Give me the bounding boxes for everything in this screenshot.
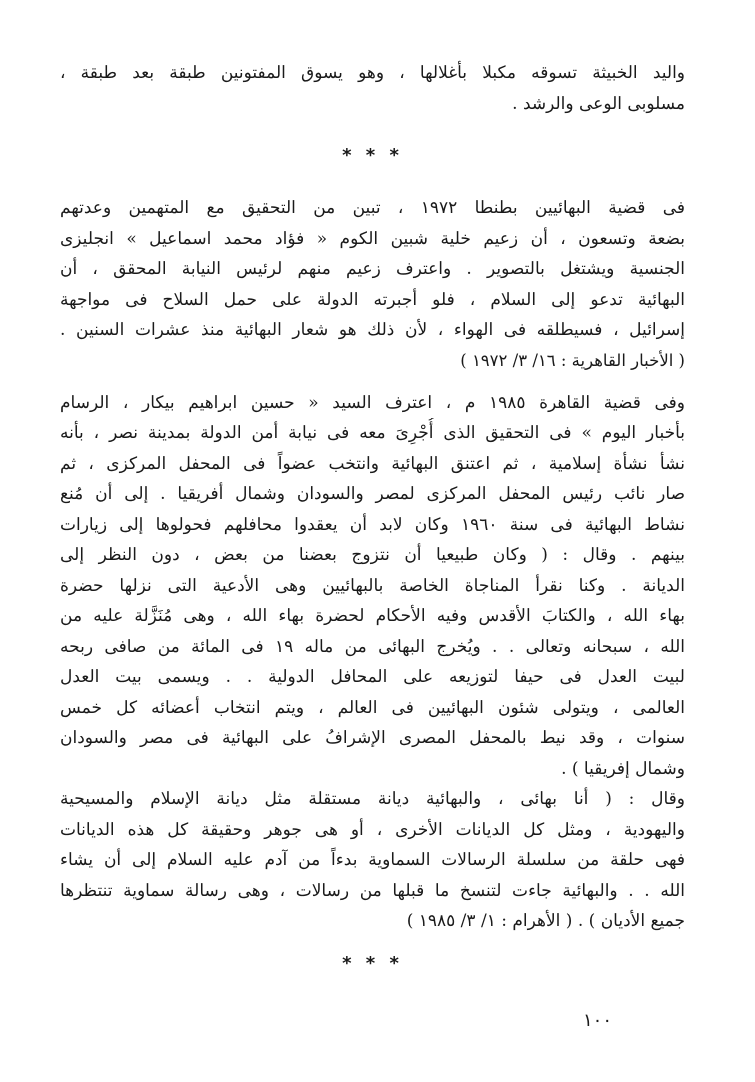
- paragraph-cairo-case: [60, 388, 685, 785]
- text-line: فى قضية البهائيين بطنطا ١٩٧٢ ، تبين من التحقيق مع المتهمين وعدتهم: [60, 198, 685, 218]
- source-citation: ( الأخبار القاهرية : ١٦/ ٣/ ١٩٧٢ ): [460, 350, 685, 370]
- text-line-with-citation: [60, 906, 685, 937]
- text-line: نشاط البهائية فى سنة ١٩٦٠ وكان لابد أن يعقدوا محافلهم فحولوها إلى زيارات: [60, 514, 685, 535]
- text-line: بينهم . وقال : ( وكان طبيعيا أن نتزوج بعضنا من بعض ، دون النظر إلى: [60, 545, 685, 565]
- book-page: [60, 58, 685, 1058]
- text-line: واليد الخبيثة تسوقه مكبلا بأغلالها ، وهو يسوق المفتونين طبقة بعد طبقة ،: [60, 63, 685, 83]
- text-line: وشمال إفريقيا ) .: [561, 758, 685, 779]
- source-citation: ( الأهرام : ١/ ٣/ ١٩٨٥ ): [406, 911, 573, 931]
- text-line: لبيت العدل فى حيفا لتوزيعه على المحافل الدولية . . ويسمى بيت العدل: [60, 667, 685, 687]
- text-line: سنوات ، وقد نيط بالمحفل المصرى الإشرافُ على البهائية فى مصر والسودان: [60, 728, 685, 748]
- text-line: صار نائب رئيس المحفل المركزى لمصر والسودان وشمال أفريقيا . إلى أن مُنع: [60, 484, 685, 504]
- text-line: بأخبار اليوم » فى التحقيق الذى أُجْرِىَ معه فى نيابة أمن الدولة بمدينة نصر ، بأنه: [60, 423, 685, 443]
- text-line: بهاء الله ، والكتابَ الأقدس وفيه الأحكام لحضرة بهاء الله ، وهى مُنَزَّلة عليه من: [60, 606, 685, 626]
- paragraph-tanta-case: [60, 193, 685, 376]
- text-line: مسلوبى الوعى والرشد .: [512, 93, 685, 114]
- text-line: العالمى ، ويتولى شئون البهائيين فى العالم ، ويتم انتخاب أعضائه كل خمس: [60, 697, 685, 718]
- paragraph-intro: [60, 58, 685, 119]
- text-line: الله . . والبهائية جاءت لتنسخ ما قبلها من رسالات ، وهى رسالة سماوية تنتظرها: [60, 880, 685, 901]
- text-line: وفى قضية القاهرة ١٩٨٥ م ، اعترف السيد « حسين ابراهيم بيكار ، الرسام: [60, 392, 685, 413]
- text-line: بضعة وتسعون ، أن زعيم خلية شبين الكوم « فؤاد محمد اسماعيل » انجليزى: [60, 228, 685, 249]
- text-line: فهى حلقة من سلسلة الرسالات السماوية بدءاً من آدم عليه السلام إلى أن يشاء: [60, 850, 685, 870]
- page-number: ١٠٠: [583, 1010, 613, 1031]
- text-line: نشأ نشأة إسلامية ، ثم اعتنق البهائية وانتخب عضواً فى المحفل المركزى ، ثم: [60, 453, 685, 474]
- text-line: وقال : ( أنا بهائى ، والبهائية ديانة مستقلة مثل ديانة الإسلام والمسيحية: [60, 789, 685, 809]
- section-separator: * * *: [342, 145, 403, 166]
- text-line: واليهودية ، ومثل كل الديانات الأخرى ، أو هى جوهر وحقيقة كل هذه الديانات: [60, 819, 685, 840]
- text-line: إسرائيل ، فسيطلقه فى الهواء ، لأن ذلك هو شعار البهائية منذ عشرات السنين .: [60, 320, 685, 340]
- paragraph-ahram-quote: [60, 784, 685, 937]
- text-line: الديانة . وكنا نقرأ المناجاة الخاصة بالبهائيين وهى الأدعية التى نزلها حضرة: [60, 575, 685, 596]
- section-separator: * * *: [342, 952, 403, 974]
- text-line: جميع الأديان ) .: [577, 911, 685, 931]
- text-line: البهائية تدعو إلى السلام ، فلو أجبرته الدولة على حمل السلاح فى مواجهة: [60, 289, 685, 310]
- text-line: الجنسية ويشتغل بالتصوير . واعترف زعيم منهم لرئيس النيابة المحقق ، أن: [60, 259, 685, 279]
- text-line: الله ، سبحانه وتعالى . . ويُخرج البهائى من ماله ١٩ فى المائة من صافى ربحه: [60, 636, 685, 657]
